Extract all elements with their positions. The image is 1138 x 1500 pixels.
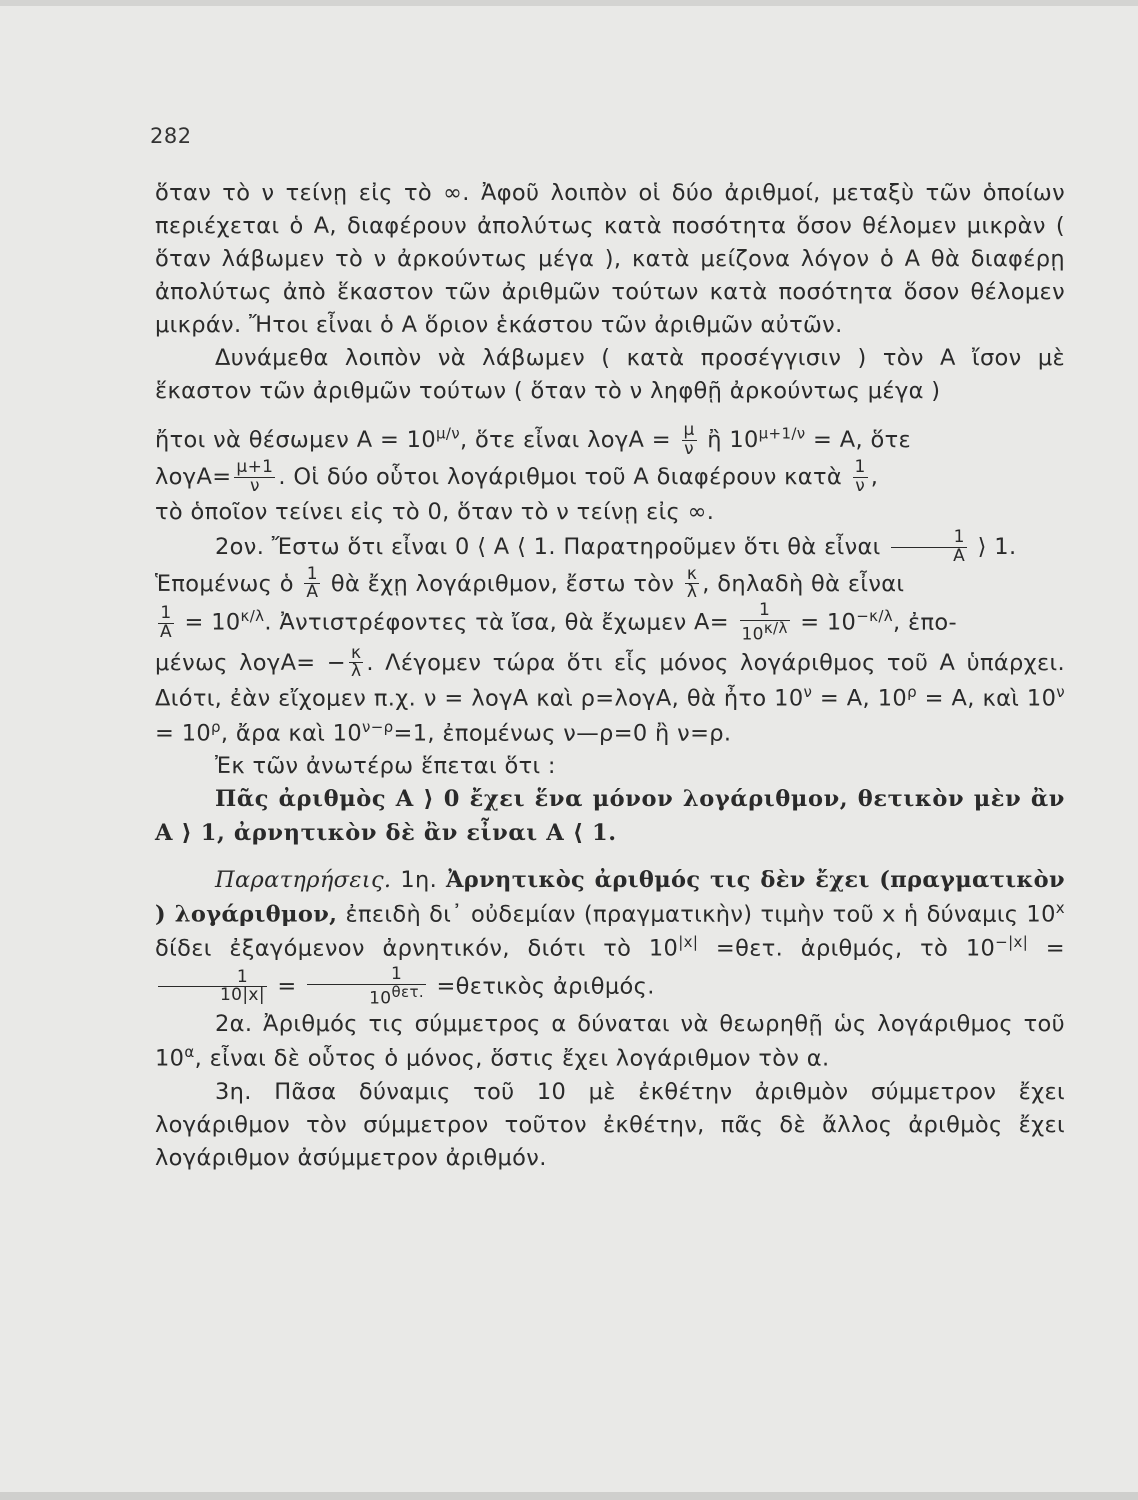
p8-text-b: . Ἀντιστρέφοντες τὰ ἴσα, θὰ ἔχωμεν Α= (264, 609, 729, 636)
p8-text-a: = 10 (184, 609, 241, 636)
p9-text-d: = Α, καὶ 10 (924, 685, 1057, 712)
p9-text-f: , ἄρα καὶ 10 (220, 720, 363, 747)
p9-text-c: = Α, 10 (819, 685, 908, 712)
r2-text-b: , εἶναι δὲ οὗτος ὁ μόνος, ὅστις ἔχει λογάριθμον τὸν α. (194, 1045, 830, 1072)
remark-1: Παρατηρήσεις. 1η. Ἀρνητικὸς ἀριθμός τις δὲν ἔχει (πραγματικὸν ) λογάριθμον, ἐπειδὴ δι᾽ οὐδεμίαν (πραγματικὴν) τιμὴν τοῦ x ἡ δύναμις 10$^x$ δίδει ἐξαγόμενον ἀρνητικόν, διότι τὸ $10^{|x|} =\theta\varepsilon\tau$. ἀριθμός, τὸ $10^{-|x|}$ = $\frac{1}{10|x|}$ = $\frac{1}{10^{\theta\varepsilon\tau.}}$ =θετικὸς ἀριθμός. (155, 866, 1065, 1009)
r1-text-a: 1η. (400, 866, 438, 893)
p7-text-b: θὰ ἔχῃ λογάριθμον, ἔστω τὸν (330, 570, 675, 597)
r2-text-a: 2α. Ἀριθμός τις σύμμετρος α δύναται νὰ θεωρηθῇ ὡς λογάριθμος τοῦ 10 (155, 1011, 1065, 1072)
p4-text-c: , (870, 463, 879, 490)
paragraph-3 (155, 422, 1065, 459)
paragraph-4 (155, 459, 1065, 496)
theorem-statement: Πᾶς ἀριθμὸς Α ⟩ 0 ἔχει ἕνα μόνον λογάριθμον, θετικὸν μὲν ἂν Α ⟩ 1, ἀρνητικὸν δὲ ἂν εἶναι Α ⟨ 1. (155, 786, 1065, 846)
p8-text-d: , ἐπο- (892, 609, 957, 636)
paragraph-9: μένως λογΑ= − $\frac{\kappa}{\lambda}$ . Λέγομεν τώρα ὅτι εἷς μόνος λογάριθμος τοῦ Α ὑπάρχει. Διότι, ἐὰν εἴχομεν π.χ. ν = λογΑ καὶ ρ=λογΑ, θὰ ἦτο $10^\nu = A$, $10^\rho = A$, καὶ $10^\nu = 10^\rho$, ἄρα καὶ $10^{\nu-\rho}=1$, ἐπομένως ν—ρ=0 ἢ ν=ρ. (155, 642, 1065, 747)
fraction-1-over-A-3: $\frac{1}{A}$ (160, 603, 172, 642)
page-edge-top (0, 0, 1138, 6)
r1-text-e: = (1045, 935, 1065, 962)
r1-bold: Ἀρνητικὸς ἀριθμός τις δὲν ἔχει (πραγματικὸν ) λογάριθμον, (155, 866, 1065, 928)
paragraph-7 (155, 563, 1065, 603)
text-block (155, 177, 1065, 1175)
paragraph-6 (155, 526, 1065, 566)
page-number: 282 (150, 124, 192, 148)
p6-text-b: ⟩ 1. (977, 533, 1017, 560)
fraction-mu-plus-1-over-nu: $\frac{\mu+1}{\nu}$ (236, 457, 274, 496)
p3-exponent-1: μ/ν (436, 424, 461, 443)
fraction-1-over-A: $\frac{1}{A}$ (891, 529, 967, 566)
fraction-1-over-10-kl: $\frac{1}{10^{\kappa/\lambda}}$ (741, 600, 788, 645)
r1-text-g: =θετικὸς ἀριθμός. (436, 973, 655, 1000)
p3-exponent-2: μ+1/ν (758, 424, 806, 443)
r1-text-b: ἐπειδὴ δι᾽ οὐδεμίαν (πραγματικὴν) τιμὴν τοῦ x ἡ δύναμις 10 (345, 901, 1056, 928)
fraction-mu-over-nu: $\frac{\mu}{\nu}$ (683, 420, 695, 460)
paragraph-1: ὅταν τὸ ν τείνῃ εἰς τὸ ∞. Ἀφοῦ λοιπὸν οἱ δύο ἀριθμοί, μεταξὺ τῶν ὁποίων περιέχεται ὁ Α, διαφέρουν ἀπολύτως κατὰ ποσότητα ὅσον θέλομεν μικρὰν ( ὅταν λάβωμεν τὸ ν ἀρκούντως μέγα ), κατὰ μείζονα λόγον ὁ Α θὰ διαφέρῃ ἀπολύτως ἀπὸ ἕκαστον τῶν ἀριθμῶν τούτων κατὰ ποσότητα ὅσον θέλομεν μικράν. Ἤτοι εἶναι ὁ Α ὅριον ἑκάστου τῶν ἀριθμῶν αὐτῶν. (155, 180, 1065, 339)
remark-3: 3η. Πᾶσα δύναμις τοῦ 10 μὲ ἐκθέτην ἀριθμὸν σύμμετρον ἔχει λογάριθμον τὸν σύμμετρον τοῦτον ἐκθέτην, πᾶς δὲ ἄλλος ἀριθμὸς ἔχει λογάριθμον ἀσύμμετρον ἀριθμόν. (155, 1078, 1065, 1171)
paragraph-2: Δυνάμεθα λοιπὸν νὰ λάβωμεν ( κατὰ προσέγγισιν ) τὸν Α ἴσον μὲ ἕκαστον τῶν ἀριθμῶν τούτων ( ὅταν τὸ ν ληφθῇ ἀρκούντως μέγα ) (155, 345, 1065, 405)
paragraph-8 (155, 602, 1065, 644)
p3-text-a: ἤτοι νὰ θέσωμεν Α = 10 (155, 427, 436, 454)
p8-exponent-2: −κ/λ (856, 607, 893, 626)
fraction-1-over-nu: $\frac{1}{\nu}$ (854, 457, 866, 496)
paragraph-5: τὸ ὁποῖον τείνει εἰς τὸ 0, ὅταν τὸ ν τείνῃ εἰς ∞. (155, 498, 715, 525)
fraction-1-over-A-2: $\frac{1}{A}$ (306, 563, 319, 603)
p3-text-b: , ὅτε εἶναι λογΑ = (460, 427, 671, 454)
p3-text-c: ἢ 10 (707, 427, 759, 454)
p7-text-a: Ἑπομένως ὁ (155, 570, 294, 597)
p9-text-b: . Λέγομεν τώρα ὅτι εἷς μόνος λογάριθμος τοῦ Α ὑπάρχει. Διότι, ἐὰν εἴχομεν π.χ. ν = λογΑ καὶ ρ=λογΑ, θὰ ἦτο 10 (155, 649, 1065, 712)
page-edge-bottom (0, 1492, 1138, 1500)
fraction-1-over-10-thet: $\frac{1}{10^{\theta\varepsilon\tau.}}$ (307, 966, 426, 1008)
remark-2: 2α. Ἀριθμός τις σύμμετρος α δύναται νὰ θεωρηθῇ ὡς λογάριθμος τοῦ $10^\alpha$, εἶναι δὲ οὗτος ὁ μόνος, ὅστις ἔχει λογάριθμον τὸν α. (155, 1011, 1065, 1072)
p4-text-b: . Οἱ δύο οὗτοι λογάριθμοι τοῦ Α διαφέρουν κατὰ (278, 463, 843, 490)
p4-text-a: λογΑ= (155, 463, 232, 490)
p7-text-c: , δηλαδὴ θὰ εἶναι (702, 570, 905, 597)
paragraph-10: Ἐκ τῶν ἀνωτέρω ἕπεται ὅτι : (215, 753, 556, 780)
p8-text-c: = 10 (800, 609, 857, 636)
fraction-1-over-10-absx: $\frac{1}{10|x|}$ (158, 969, 267, 1006)
p8-exponent: κ/λ (240, 607, 265, 626)
p9-text-g: =1, ἐπομένως ν—ρ=0 ἢ ν=ρ. (393, 720, 732, 747)
fraction-kappa-over-lambda-2: $\frac{\kappa}{\lambda}$ (350, 642, 362, 682)
r1-text-c: δίδει ἐξαγόμενον ἀρνητικόν, διότι τὸ 10 (155, 935, 679, 962)
p6-text-a: 2ον. Ἔστω ὅτι εἶναι 0 ⟨ Α ⟨ 1. Παρατηροῦμεν ὅτι θὰ εἶναι (215, 533, 881, 560)
p9-text-a: μένως λογΑ= − (155, 649, 346, 676)
r1-text-d: =θετ. ἀριθμός, τὸ 10 (715, 935, 996, 962)
p3-text-d: = Α, ὅτε (813, 427, 911, 454)
p9-text-e: = 10 (155, 720, 212, 747)
r1-text-f: = (277, 973, 297, 1000)
fraction-kappa-over-lambda: $\frac{\kappa}{\lambda}$ (686, 563, 698, 603)
remarks-label: Παρατηρήσεις. (215, 866, 392, 893)
